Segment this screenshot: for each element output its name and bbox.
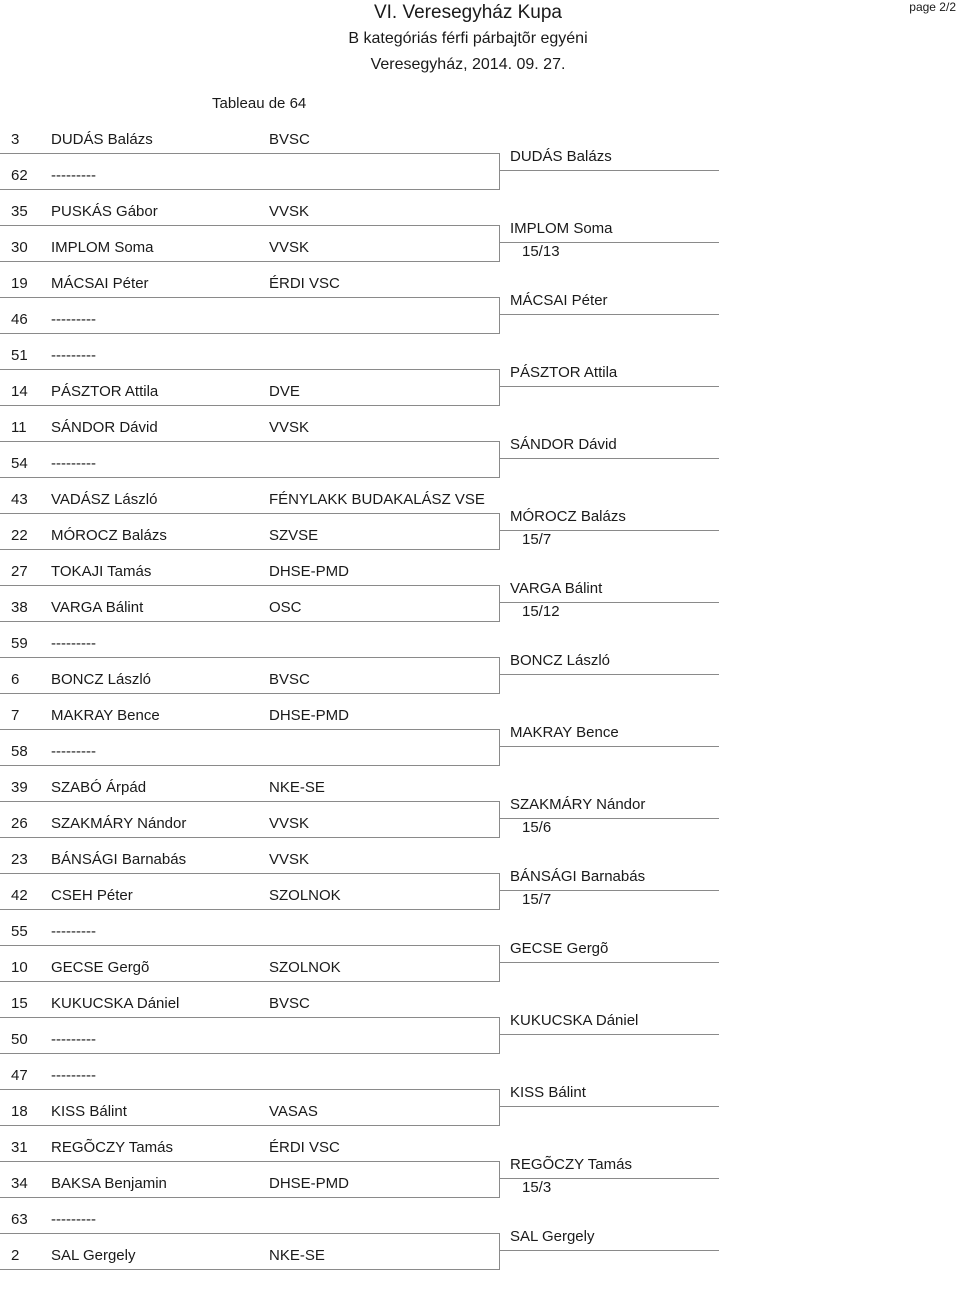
match-score: 15/6: [522, 819, 552, 836]
entry-seed: 39: [11, 779, 28, 796]
bracket-entry: [0, 742, 500, 778]
entry-club: SZOLNOK: [269, 959, 341, 976]
entry-club: NKE-SE: [269, 779, 325, 796]
entry-line: [0, 1053, 500, 1054]
entry-club: ÉRDI VSC: [269, 1139, 340, 1156]
entry-seed: 3: [11, 131, 20, 148]
entry-club: DHSE-PMD: [269, 563, 350, 580]
entry-club: SZOLNOK: [269, 887, 341, 904]
winner-name: MÁCSAI Péter: [510, 292, 608, 309]
winner-line: [500, 674, 719, 675]
entry-club: OSC: [269, 599, 302, 616]
entry-club: DVE: [269, 383, 300, 400]
entry-seed: 35: [11, 203, 28, 220]
entry-line: [0, 1161, 500, 1162]
winner-name: KUKUCSKA Dániel: [510, 1012, 639, 1029]
winner-line: [500, 314, 719, 315]
competition-place-date: Veresegyház, 2014. 09. 27.: [370, 56, 566, 73]
entry-line: [0, 1125, 500, 1126]
entry-name: BÁNSÁGI Barnabás: [51, 851, 187, 868]
bracket-entry: [0, 274, 500, 310]
entry-seed: 10: [11, 959, 28, 976]
entry-club: SZVSE: [269, 527, 319, 544]
entry-club: BVSC: [269, 671, 310, 688]
entry-seed: 43: [11, 491, 28, 508]
entry-name: PUSKÁS Gábor: [51, 203, 158, 220]
entry-line: [0, 801, 500, 802]
entry-name: DUDÁS Balázs: [51, 131, 153, 148]
winner-line: [500, 1034, 719, 1035]
entry-name: BONCZ László: [51, 671, 152, 688]
entry-line: [0, 405, 500, 406]
bracket-entry: [0, 526, 500, 562]
entry-name: VADÁSZ László: [51, 491, 158, 508]
bracket-entry: [0, 922, 500, 958]
winner-name: PÁSZTOR Attila: [510, 364, 618, 381]
match-score: 15/7: [522, 891, 552, 908]
winner-name: BONCZ László: [510, 652, 611, 669]
entry-line: [0, 477, 500, 478]
tableau-label: Tableau de 64: [212, 95, 307, 112]
bracket-entry: [0, 346, 500, 382]
bracket-entry: [0, 598, 500, 634]
entry-seed: 62: [11, 167, 28, 184]
entry-seed: 50: [11, 1031, 28, 1048]
winner-line: [500, 746, 719, 747]
entry-line: [0, 153, 500, 154]
entry-line: [0, 909, 500, 910]
bracket-entry: [0, 634, 500, 670]
winner-line: [500, 962, 719, 963]
entry-name: SZABÓ Árpád: [51, 779, 147, 796]
match-winner: [500, 508, 720, 580]
entry-name: BAKSA Benjamin: [51, 1175, 167, 1192]
entry-name: ---------: [51, 455, 96, 472]
bracket-entry: [0, 454, 500, 490]
entry-seed: 22: [11, 527, 28, 544]
bracket-entry: [0, 166, 500, 202]
entry-name: ---------: [51, 347, 96, 364]
bracket-entry: [0, 310, 500, 346]
bracket-entry: [0, 886, 500, 922]
match-winner: [500, 652, 720, 724]
entry-seed: 19: [11, 275, 28, 292]
bracket-entry: [0, 238, 500, 274]
entry-line: [0, 189, 500, 190]
entry-name: ---------: [51, 1031, 96, 1048]
entry-club: VASAS: [269, 1103, 318, 1120]
entry-name: SZAKMÁRY Nándor: [51, 815, 187, 832]
winner-name: SZAKMÁRY Nándor: [510, 796, 646, 813]
match-score: 15/3: [522, 1179, 552, 1196]
bracket-entry: [0, 1246, 500, 1282]
entry-line: [0, 585, 500, 586]
entry-seed: 14: [11, 383, 28, 400]
entry-name: SÁNDOR Dávid: [51, 419, 158, 436]
page-number: page 2/2: [909, 0, 956, 14]
bracket-entry: [0, 202, 500, 238]
match-winner: [500, 1228, 720, 1300]
entry-line: [0, 765, 500, 766]
entry-name: CSEH Péter: [51, 887, 133, 904]
entry-name: MÓROCZ Balázs: [51, 527, 167, 544]
match-winner: [500, 1084, 720, 1156]
entry-name: ---------: [51, 743, 96, 760]
entry-line: [0, 1089, 500, 1090]
entry-line: [0, 333, 500, 334]
entry-seed: 2: [11, 1247, 20, 1264]
entry-club: ÉRDI VSC: [269, 275, 340, 292]
entry-line: [0, 837, 500, 838]
entry-line: [0, 1233, 500, 1234]
entry-club: VVSK: [269, 851, 310, 868]
bracket-entry: [0, 1174, 500, 1210]
entry-club: BVSC: [269, 131, 310, 148]
entry-seed: 46: [11, 311, 28, 328]
entry-line: [0, 549, 500, 550]
winner-line: [500, 458, 719, 459]
entry-line: [0, 945, 500, 946]
entry-seed: 15: [11, 995, 28, 1012]
bracket-entry: [0, 1138, 500, 1174]
match-score: 15/12: [522, 603, 560, 620]
bracket-entry: [0, 994, 500, 1030]
entry-seed: 11: [11, 419, 27, 436]
match-winner: [500, 796, 720, 868]
entry-line: [0, 1017, 500, 1018]
entry-seed: 26: [11, 815, 28, 832]
bracket-entry: [0, 562, 500, 598]
entry-name: PÁSZTOR Attila: [51, 383, 159, 400]
winner-name: KISS Bálint: [510, 1084, 586, 1101]
entry-name: GECSE Gergõ: [51, 959, 150, 976]
match-winner: [500, 436, 720, 508]
entry-club: NKE-SE: [269, 1247, 325, 1264]
entry-seed: 31: [11, 1139, 28, 1156]
match-winner: [500, 1012, 720, 1084]
entry-line: [0, 981, 500, 982]
entry-name: ---------: [51, 923, 96, 940]
entry-name: ---------: [51, 1211, 96, 1228]
entry-name: VARGA Bálint: [51, 599, 144, 616]
entry-name: ---------: [51, 311, 96, 328]
entry-seed: 30: [11, 239, 28, 256]
entry-seed: 47: [11, 1067, 28, 1084]
match-winner: [500, 364, 720, 436]
winner-name: REGÕCZY Tamás: [510, 1156, 632, 1173]
entry-line: [0, 441, 500, 442]
winner-name: SAL Gergely: [510, 1228, 595, 1245]
bracket-entry: [0, 1102, 500, 1138]
entry-line: [0, 513, 500, 514]
entry-seed: 38: [11, 599, 28, 616]
entry-seed: 51: [11, 347, 28, 364]
bracket-entry: [0, 814, 500, 850]
entry-seed: 59: [11, 635, 28, 652]
match-score: 15/13: [522, 243, 560, 260]
entry-club: FÉNYLAKK BUDAKALÁSZ VSE: [269, 491, 485, 508]
competition-title: VI. Veresegyház Kupa: [373, 2, 562, 23]
entry-name: KUKUCSKA Dániel: [51, 995, 180, 1012]
entry-name: ---------: [51, 635, 96, 652]
entry-name: ---------: [51, 1067, 96, 1084]
bracket-entry: [0, 1210, 500, 1246]
winner-name: GECSE Gergõ: [510, 940, 609, 957]
entry-club: DHSE-PMD: [269, 1175, 350, 1192]
bracket-entry: [0, 130, 500, 166]
winner-name: VARGA Bálint: [510, 580, 603, 597]
winner-line: [500, 170, 719, 171]
entry-club: VVSK: [269, 815, 310, 832]
match-winner: [500, 220, 720, 292]
match-winner: [500, 292, 720, 364]
competition-category: B kategóriás férfi párbajtõr egyéni: [348, 30, 588, 47]
entry-club: BVSC: [269, 995, 310, 1012]
winner-name: DUDÁS Balázs: [510, 148, 612, 165]
entry-seed: 42: [11, 887, 28, 904]
bracket-entry: [0, 418, 500, 454]
winner-name: SÁNDOR Dávid: [510, 436, 617, 453]
entry-line: [0, 1269, 500, 1270]
entry-seed: 34: [11, 1175, 28, 1192]
entry-seed: 27: [11, 563, 28, 580]
entry-seed: 54: [11, 455, 28, 472]
bracket-entry: [0, 706, 500, 742]
match-score: 15/7: [522, 531, 552, 548]
entry-name: REGÕCZY Tamás: [51, 1139, 173, 1156]
entry-line: [0, 261, 500, 262]
entry-seed: 23: [11, 851, 28, 868]
entry-line: [0, 729, 500, 730]
entry-name: IMPLOM Soma: [51, 239, 154, 256]
entry-line: [0, 657, 500, 658]
winner-name: MÓROCZ Balázs: [510, 508, 626, 525]
entry-club: DHSE-PMD: [269, 707, 350, 724]
bracket-entry: [0, 958, 500, 994]
entry-name: SAL Gergely: [51, 1247, 136, 1264]
match-winner: [500, 580, 720, 652]
entry-name: ---------: [51, 167, 96, 184]
bracket-entry: [0, 778, 500, 814]
entry-seed: 55: [11, 923, 28, 940]
match-winner: [500, 148, 720, 220]
entry-seed: 7: [11, 707, 20, 724]
bracket-entry: [0, 490, 500, 526]
match-winner: [500, 868, 720, 940]
bracket-entry: [0, 670, 500, 706]
entry-name: MAKRAY Bence: [51, 707, 160, 724]
entry-line: [0, 225, 500, 226]
match-winner: [500, 940, 720, 1012]
winner-line: [500, 1250, 719, 1251]
bracket-entry: [0, 382, 500, 418]
winner-name: IMPLOM Soma: [510, 220, 613, 237]
entry-name: MÁCSAI Péter: [51, 275, 149, 292]
winner-name: BÁNSÁGI Barnabás: [510, 868, 646, 885]
entry-name: KISS Bálint: [51, 1103, 127, 1120]
bracket-entry: [0, 1066, 500, 1102]
entry-line: [0, 1197, 500, 1198]
match-winner: [500, 724, 720, 796]
entry-seed: 6: [11, 671, 20, 688]
winner-line: [500, 386, 719, 387]
bracket-entry: [0, 1030, 500, 1066]
entry-seed: 63: [11, 1211, 28, 1228]
entry-line: [0, 297, 500, 298]
winner-name: MAKRAY Bence: [510, 724, 619, 741]
entry-club: VVSK: [269, 203, 310, 220]
winner-line: [500, 1106, 719, 1107]
entry-seed: 18: [11, 1103, 28, 1120]
entry-line: [0, 621, 500, 622]
entry-seed: 58: [11, 743, 28, 760]
entry-club: VVSK: [269, 419, 310, 436]
entry-name: TOKAJI Tamás: [51, 563, 152, 580]
match-winner: [500, 1156, 720, 1228]
entry-club: VVSK: [269, 239, 310, 256]
entry-line: [0, 369, 500, 370]
entry-line: [0, 693, 500, 694]
bracket-entry: [0, 850, 500, 886]
entry-line: [0, 873, 500, 874]
